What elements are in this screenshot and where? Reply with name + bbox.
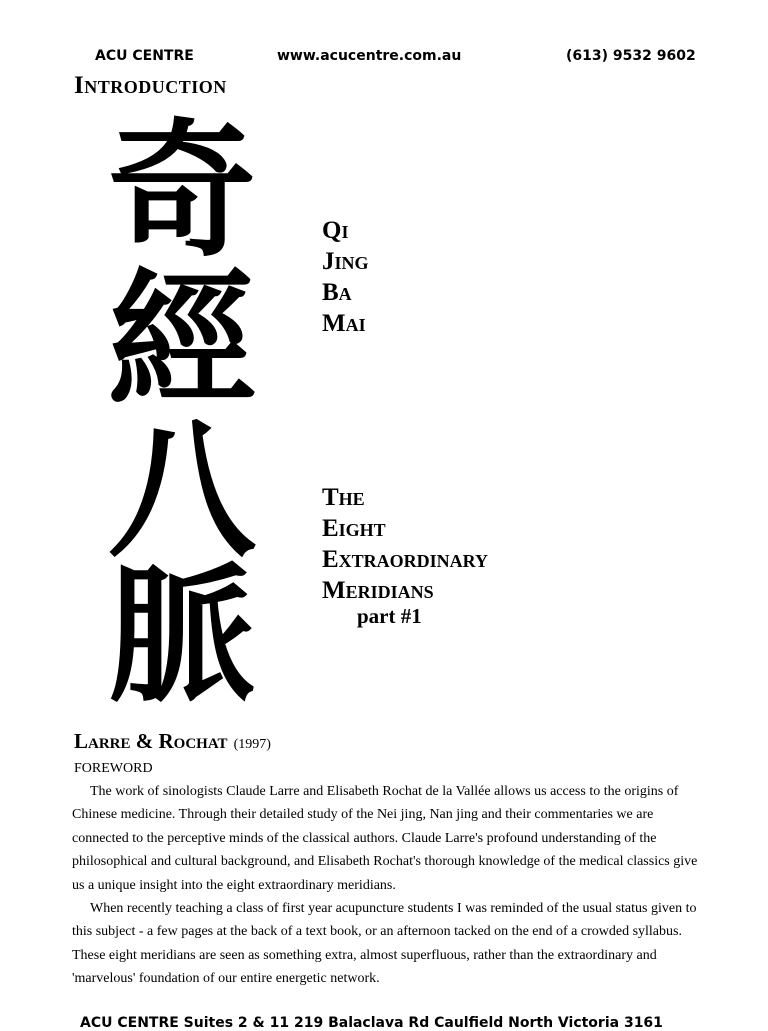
title-word-ba: Ba [322,279,352,306]
chinese-title-transliteration [322,215,369,339]
title-word-the: The [322,484,365,511]
english-title [322,482,488,606]
section-year: (1997) [233,737,271,752]
calligraphy-char-mai: 脈 [108,548,256,722]
section-authors: Larre & Rochat [74,729,228,753]
paragraph: When recently teaching a class of first year acupuncture students I was reminded of the usual status given to this subject - a few pages at the back of a text book, or an afternoon tacked on the end of a crowded syllabus. These eight meridians are seen as something extra, almost superfluous, rather than the extraordinary and 'marvelous' foundation of our entire energetic network. [72,901,697,987]
foreword-label: FOREWORD [74,761,153,776]
title-word-qi: Qi [322,217,349,244]
header-website: www.acucentre.com.au [277,48,462,64]
header-phone: (613) 9532 9602 [566,48,696,64]
part-label: part #1 [357,604,422,628]
title-word-extraordinary: Extraordinary [322,546,489,573]
title-word-eight: Eight [322,515,386,542]
calligraphy-char-ba: 八 [108,403,256,577]
body-text [72,780,702,991]
section-heading [74,729,271,754]
page-footer: ACU CENTRE Suites 2 & 11 219 Balaclava Rd Caulfield North Victoria 3161 [80,1015,663,1031]
page-title: Introduction [74,72,227,99]
calligraphy-char-jing: 經 [108,253,256,427]
header-org-name: ACU CENTRE [95,48,194,64]
calligraphy-image [72,103,292,722]
title-word-jing: Jing [322,248,369,275]
title-word-meridians: Meridians [322,577,434,604]
page-header [0,48,768,68]
calligraphy-char-qi: 奇 [108,103,256,277]
title-word-mai: Mai [322,310,366,337]
paragraph: The work of sinologists Claude Larre and Elisabeth Rochat de la Vallée allows us access to the origins of Chinese medicine. Through their detailed study of the Nei jing, Nan jing and their commentaries we are connected to the perceptive minds of the classical authors. Claude Larre's profound understanding of the philosophical and cultural background, and Elisabeth Rochat's thorough knowledge of the medical classics give us a unique insight into the eight extraordinary meridians. [72,784,698,893]
